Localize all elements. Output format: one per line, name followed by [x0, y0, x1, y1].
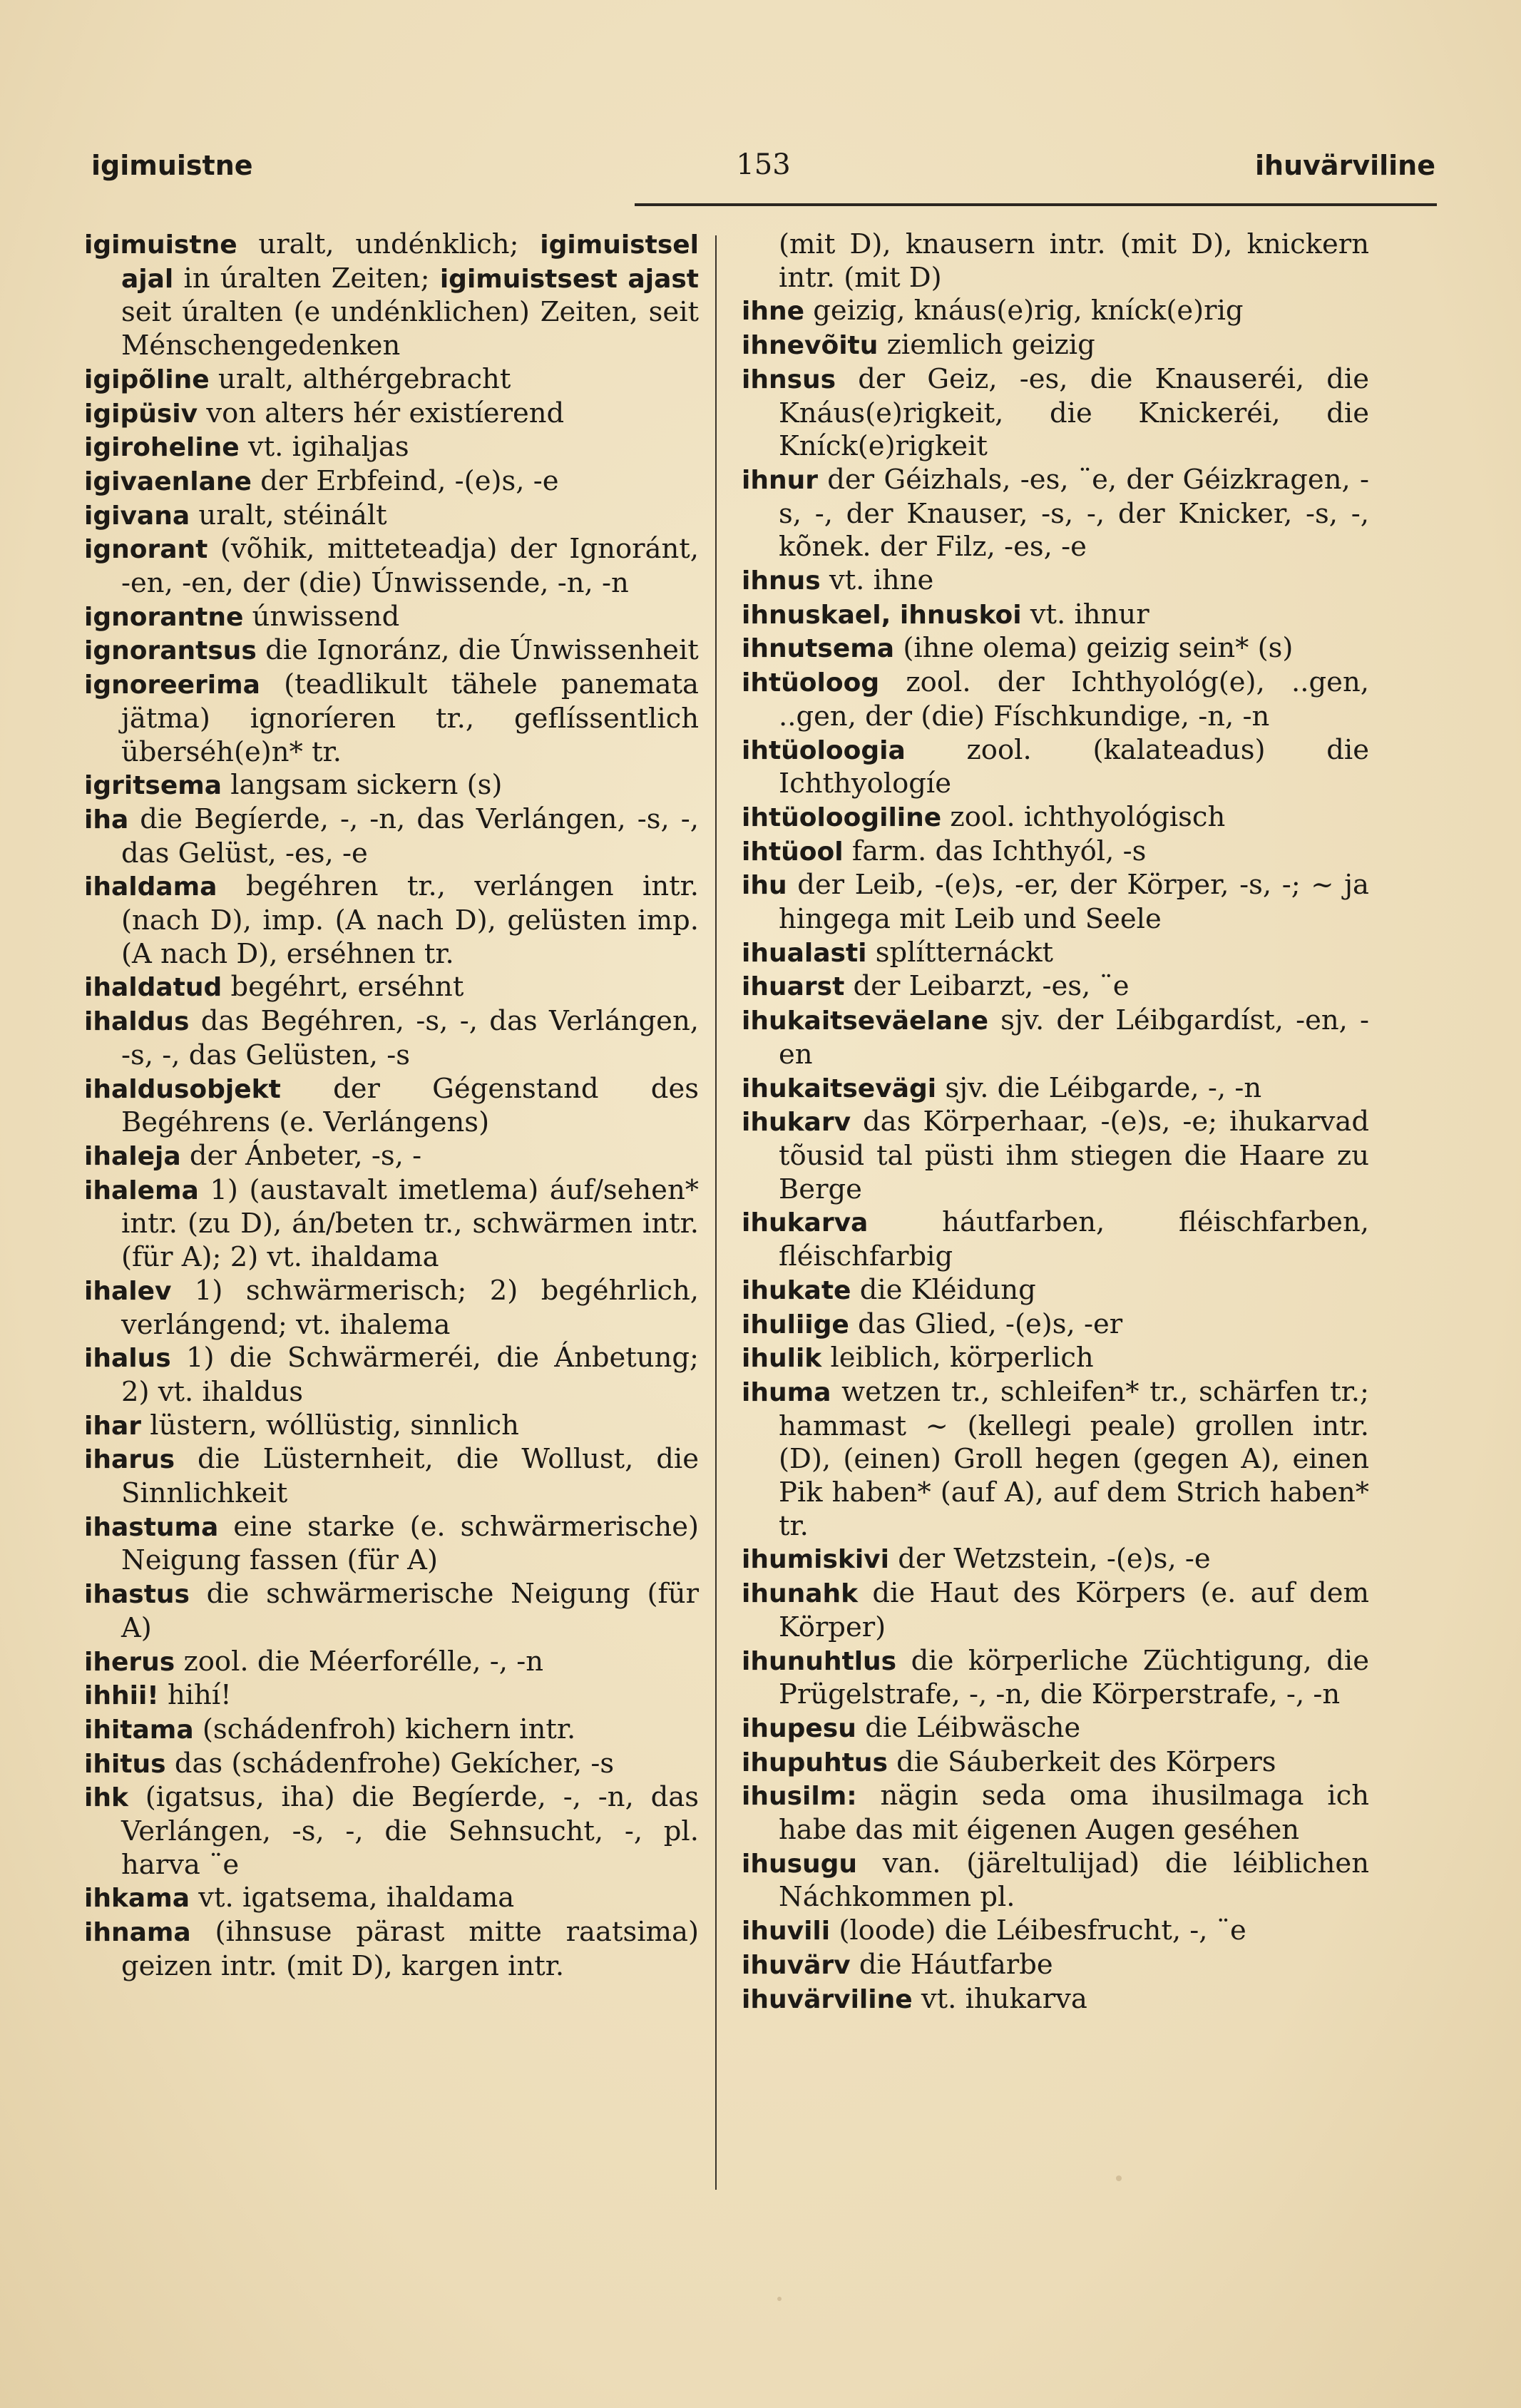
- dictionary-entry: [742, 1847, 1369, 1914]
- dictionary-entry: [742, 1543, 1369, 1577]
- dictionary-entry: [742, 1712, 1369, 1746]
- column-rule: [715, 235, 717, 2190]
- definition: zool. (kalateadus) die Ichthyologíe: [779, 733, 1369, 800]
- definition: hihí!: [158, 1679, 232, 1712]
- definition: 1) (austavalt imetlema) áuf/sehen* intr. (zu D), án/beten tr., schwärmen intr. (für A); 2) vt. ihaldama: [121, 1173, 699, 1274]
- dictionary-entry: [84, 1882, 699, 1916]
- headword: ihkama: [84, 1884, 190, 1914]
- definition: zool. die Méerforélle, -, -n: [175, 1645, 544, 1678]
- headword: igivana: [84, 501, 190, 531]
- definition: die Ignoránz, die Únwissenheit: [256, 634, 699, 667]
- definition: die Sáuberkeit des Körpers: [887, 1745, 1276, 1778]
- definition: vt. igatsema, ihaldama: [190, 1882, 515, 1914]
- headword: ihukaitseväelane: [742, 1006, 989, 1036]
- dictionary-entry: [84, 971, 699, 1005]
- headword: ihnevõitu: [742, 331, 879, 361]
- headword: ihupesu: [742, 1713, 856, 1743]
- dictionary-entry: [742, 1004, 1369, 1071]
- dictionary-entry: [742, 1746, 1369, 1780]
- headword: ihaldusobjekt: [84, 1074, 281, 1104]
- dictionary-entry: [84, 870, 699, 971]
- headword: ihalus: [84, 1344, 171, 1374]
- headword: ihusilm:: [742, 1782, 857, 1812]
- definition: ziemlich geizig: [878, 329, 1095, 362]
- definition: der Wetzstein, -(e)s, -e: [888, 1543, 1211, 1576]
- headword: iharus: [84, 1445, 175, 1475]
- headword: ihastus: [84, 1580, 190, 1610]
- headword: ignorant: [84, 535, 208, 565]
- headword: iha: [84, 805, 129, 835]
- right-guide-word: ihuvärviline: [1255, 150, 1435, 181]
- dictionary-entry: [742, 564, 1369, 598]
- headword: ihaldama: [84, 872, 217, 902]
- definition: zool. der Ichthyológ(e), ..gen, ..gen, der (die) Físchkundige, -n, -n: [779, 666, 1369, 733]
- headword: ihukarva: [742, 1208, 869, 1238]
- running-head: [91, 150, 1435, 193]
- dictionary-entry: [742, 598, 1369, 633]
- headword: ihnama: [84, 1918, 191, 1948]
- definition: 1) die Schwärmeréi, die Ánbetung; 2) vt. ihaldus: [121, 1342, 699, 1408]
- definition: das (schádenfrohe) Gekícher, -s: [165, 1747, 615, 1780]
- dictionary-entry: [742, 1274, 1369, 1308]
- page-number: 153: [736, 148, 791, 181]
- headword: ihupuhtus: [742, 1748, 888, 1777]
- definition: wetzen tr., schleifen* tr., schärfen tr.; hammast ~ (kellegi peale) grollen intr. (D), (einen) Groll hegen (gegen A), einen Pik haben* (auf A), auf dem Strich haben* tr.: [779, 1375, 1369, 1542]
- dictionary-entry: [742, 1072, 1369, 1106]
- definition: der Erbfeind, -(e)s, -e: [251, 464, 559, 497]
- definition: der Ánbeter, -s, -: [180, 1139, 422, 1172]
- headword: ihitus: [84, 1749, 166, 1779]
- dictionary-entry: [84, 431, 699, 465]
- definition: 1) schwärmerisch; 2) begéhrlich, verlángend; vt. ihalema: [121, 1274, 699, 1341]
- dictionary-entry: [742, 1983, 1369, 2017]
- definition: der Géizhals, -es, ¨e, der Géizkragen, -s, -, der Knauser, -s, -, der Knicker, -s, -, kõnek. der Filz, -es, -e: [779, 463, 1369, 563]
- definition: das Begéhren, -s, -, das Verlángen, -s, -, das Gelüsten, -s: [121, 1005, 699, 1071]
- left-guide-word: igimuistne: [91, 150, 253, 181]
- definition: van. (järeltulijad) die léiblichen Náchkommen pl.: [779, 1847, 1369, 1914]
- definition: das Körperhaar, -(e)s, -e; ihukarvad tõusid tal püsti ihm stiegen die Haare zu Berge: [779, 1106, 1369, 1205]
- headword: ihnsus: [742, 364, 836, 394]
- headword: igipõline: [84, 364, 210, 394]
- definition: geizig, knáus(e)rig, kníck(e)rig: [804, 295, 1244, 327]
- definition: (ihnsuse pärast mitte raatsima) geizen intr. (mit D), kargen intr.: [121, 1916, 699, 1982]
- headword: ihaldatud: [84, 973, 222, 1003]
- right-column: [742, 228, 1369, 2016]
- headword: ihnuskael, ihnuskoi: [742, 600, 1022, 630]
- headword: ihuarst: [742, 972, 845, 1002]
- headword: ihuliige: [742, 1310, 849, 1340]
- dictionary-entry: [84, 499, 699, 534]
- dictionary-entry: [84, 1174, 699, 1275]
- dictionary-entry: [84, 1578, 699, 1645]
- headword: ihumiskivi: [742, 1545, 889, 1575]
- definition: vt. ihukarva: [912, 1982, 1087, 2015]
- headword: ihk: [84, 1783, 128, 1813]
- definition: die Léibwäsche: [856, 1711, 1081, 1744]
- headword: ihuvärv: [742, 1950, 851, 1980]
- dictionary-entry: [84, 1679, 699, 1713]
- headword: ihne: [742, 297, 805, 327]
- dictionary-entry: [742, 801, 1369, 835]
- headword: ihtüool: [742, 837, 844, 867]
- headword: ihnus: [742, 566, 821, 596]
- headword: iherus: [84, 1647, 175, 1677]
- definition: der Leib, -(e)s, -er, der Körper, -s, -; ~ ja hingega mit Leib und Seele: [779, 869, 1369, 936]
- headword: ignorantne: [84, 602, 244, 632]
- dictionary-entry: [84, 668, 699, 769]
- headword: ignorantsus: [84, 636, 257, 666]
- dictionary-entry: [84, 1916, 699, 1983]
- dictionary-entry: [742, 869, 1369, 936]
- dictionary-entry: [742, 835, 1369, 869]
- definition: das Glied, -(e)s, -er: [849, 1307, 1123, 1340]
- definition: die schwärmerische Neigung (für A): [121, 1578, 699, 1644]
- dictionary-entry: [84, 397, 699, 432]
- definition: vt. igihaljas: [239, 431, 409, 464]
- dictionary-entry: [84, 1140, 699, 1174]
- definition: die Kléidung: [851, 1273, 1036, 1306]
- definition: zool. ichthyológisch: [941, 800, 1226, 833]
- dictionary-entry: [84, 1073, 699, 1140]
- definition: der Gégenstand des Begéhrens (e. Verlángens): [121, 1072, 699, 1139]
- right-entry-list: [742, 228, 1369, 2016]
- definition: von alters hér existíerend: [198, 397, 565, 429]
- headword: ihuvärviline: [742, 1984, 913, 2014]
- definition: nägin seda oma ihusilmaga ich habe das mit éigenen Augen geséhen: [779, 1780, 1369, 1847]
- definition: uralt, althérgebracht: [209, 362, 511, 395]
- definition: splítternáckt: [866, 936, 1054, 969]
- headword: ignoreerima: [84, 670, 260, 700]
- definition: die Begíerde, -, -n, das Verlángen, -s, -, das Gelüst, -es, -e: [121, 802, 699, 869]
- dictionary-entry: [84, 634, 699, 668]
- paper-spot: [777, 2297, 782, 2301]
- definition: (igatsus, iha) die Begíerde, -, -n, das Verlángen, -s, -, die Sehnsucht, -, pl. harva ¨e: [121, 1781, 699, 1881]
- definition: únwissend: [243, 600, 400, 633]
- definition: háutfarben, fléischfarben, fléischfarbig: [779, 1206, 1369, 1273]
- dictionary-entry: [742, 464, 1369, 564]
- dictionary-entry: [84, 363, 699, 397]
- headword: ihitama: [84, 1715, 194, 1745]
- headword: ihuvili: [742, 1917, 831, 1947]
- headword: ihhii!: [84, 1681, 159, 1711]
- dictionary-entry: [84, 1443, 699, 1510]
- headword: ihuma: [742, 1377, 831, 1407]
- dictionary-entry: [742, 1342, 1369, 1376]
- headword: ihalema: [84, 1175, 199, 1205]
- dictionary-entry: [84, 1781, 699, 1882]
- definition: eine starke (e. schwärmerische) Neigung fassen (für A): [121, 1510, 699, 1577]
- definition: begéhren tr., verlángen intr. (nach D), imp. (A nach D), gelüsten imp. (A nach D), erséhnen tr.: [121, 870, 699, 970]
- left-entry-list: [84, 363, 699, 1984]
- dictionary-entry: [84, 769, 699, 803]
- definition: die körperliche Züchtigung, die Prügelstrafe, -, -n, die Körperstrafe, -, -n: [779, 1644, 1369, 1711]
- dictionary-entry: [742, 1206, 1369, 1273]
- dictionary-entry: [84, 1275, 699, 1342]
- dictionary-entry: igimuistne uralt, undénklich; igimuistsel ajal in úralten Zeiten; igimuistsest ajast seit úralten (e undénklichen) Zeiten, seit Ménschengedenken: [84, 228, 699, 362]
- definition: sjv. die Léibgarde, -, -n: [936, 1071, 1262, 1104]
- definition: sjv. der Léibgardíst, -en, -en: [779, 1004, 1369, 1071]
- headword: ihar: [84, 1411, 142, 1441]
- headword: ihtüoloog: [742, 668, 880, 698]
- definition: die Háutfarbe: [850, 1948, 1053, 1981]
- headword: ihunahk: [742, 1579, 859, 1609]
- definition: (võhik, mitteteadja) der Ignoránt, -en, -en, der (die) Únwissende, -n, -n: [121, 533, 699, 600]
- dictionary-entry: [742, 666, 1369, 733]
- dictionary-entry: [742, 1308, 1369, 1342]
- headword: igritsema: [84, 771, 222, 801]
- definition: (loode) die Léibesfrucht, -, ¨e: [830, 1914, 1246, 1947]
- definition: der Geiz, -es, die Knauseréi, die Knáus(e)rigkeit, die Knickeréi, die Kníck(e)rigkeit: [779, 362, 1369, 463]
- dictionary-entry: [742, 295, 1369, 329]
- headword: igiroheline: [84, 433, 240, 463]
- dictionary-entry: [742, 937, 1369, 971]
- headword: igivaenlane: [84, 466, 252, 496]
- dictionary-entry: [84, 1005, 699, 1072]
- dictionary-entry: [742, 1376, 1369, 1544]
- definition: uralt, stéinált: [190, 499, 387, 531]
- dictionary-entry: [84, 1342, 699, 1409]
- definition: (teadlikult tähele panemata jätma) ignoríeren tr., geflíssentlich überséh(e)n* tr.: [121, 668, 699, 768]
- header-rule: [635, 203, 1437, 206]
- paper-spot: [1116, 2175, 1122, 2181]
- definition: farm. das Ichthyól, -s: [843, 835, 1147, 867]
- definition: der Leibarzt, -es, ¨e: [844, 970, 1130, 1003]
- headword: ihaldus: [84, 1007, 190, 1037]
- dictionary-entry: [742, 1949, 1369, 1983]
- headword: ihualasti: [742, 938, 867, 968]
- definition: leiblich, körperlich: [821, 1342, 1094, 1374]
- dictionary-entry: [84, 533, 699, 600]
- definition: vt. ihnur: [1021, 598, 1149, 631]
- headword: ihtüoloogiline: [742, 802, 942, 832]
- headword: ihulik: [742, 1344, 822, 1374]
- dictionary-entry: [742, 329, 1369, 363]
- definition: vt. ihne: [820, 564, 934, 597]
- headword: ihukate: [742, 1275, 851, 1305]
- dictionary-entry: [84, 601, 699, 635]
- headword: igipüsiv: [84, 399, 198, 429]
- definition: lüstern, wóllüstig, sinnlich: [141, 1409, 519, 1442]
- headword: ihu: [742, 871, 787, 901]
- definition: (mit D), knausern intr. (mit D), knickern intr. (mit D): [779, 228, 1369, 294]
- dictionary-entry: [84, 1713, 699, 1748]
- dictionary-entry: [742, 632, 1369, 666]
- dictionary-entry: [84, 1748, 699, 1782]
- dictionary-entry: [742, 1914, 1369, 1949]
- dictionary-entry: [742, 1106, 1369, 1206]
- dictionary-entry: [742, 1645, 1369, 1712]
- dictionary-entry: [84, 1511, 699, 1578]
- headword: ihnur: [742, 465, 818, 495]
- dictionary-entry: [742, 970, 1369, 1004]
- dictionary-entry: [742, 228, 1369, 295]
- definition: (ihne olema) geizig sein* (s): [894, 632, 1294, 665]
- headword: ihunuhtlus: [742, 1646, 897, 1676]
- definition: die Lüsternheit, die Wollust, die Sinnlichkeit: [121, 1443, 699, 1510]
- definition: (schádenfroh) kichern intr.: [193, 1713, 576, 1745]
- dictionary-entry: [742, 734, 1369, 801]
- headword: ihastuma: [84, 1512, 219, 1542]
- headword: ihnutsema: [742, 634, 895, 664]
- dictionary-entry: [742, 363, 1369, 464]
- headword: ihusugu: [742, 1849, 858, 1879]
- headword: ihalev: [84, 1276, 172, 1306]
- left-column: [84, 228, 699, 1984]
- definition: langsam sickern (s): [222, 769, 503, 802]
- dictionary-entry: [84, 803, 699, 870]
- definition: begéhrt, erséhnt: [222, 971, 464, 1004]
- dictionary-entry: [742, 1780, 1369, 1847]
- headword: ihaleja: [84, 1141, 181, 1171]
- headword: ihukarv: [742, 1108, 851, 1138]
- headword: ihukaitsevägi: [742, 1073, 937, 1103]
- dictionary-entry: [742, 1577, 1369, 1644]
- definition: die Haut des Körpers (e. auf dem Körper): [779, 1577, 1369, 1643]
- headword: ihtüoloogia: [742, 735, 906, 765]
- dictionary-entry: [84, 1646, 699, 1680]
- dictionary-entry: [84, 1409, 699, 1444]
- dictionary-entry: [84, 465, 699, 499]
